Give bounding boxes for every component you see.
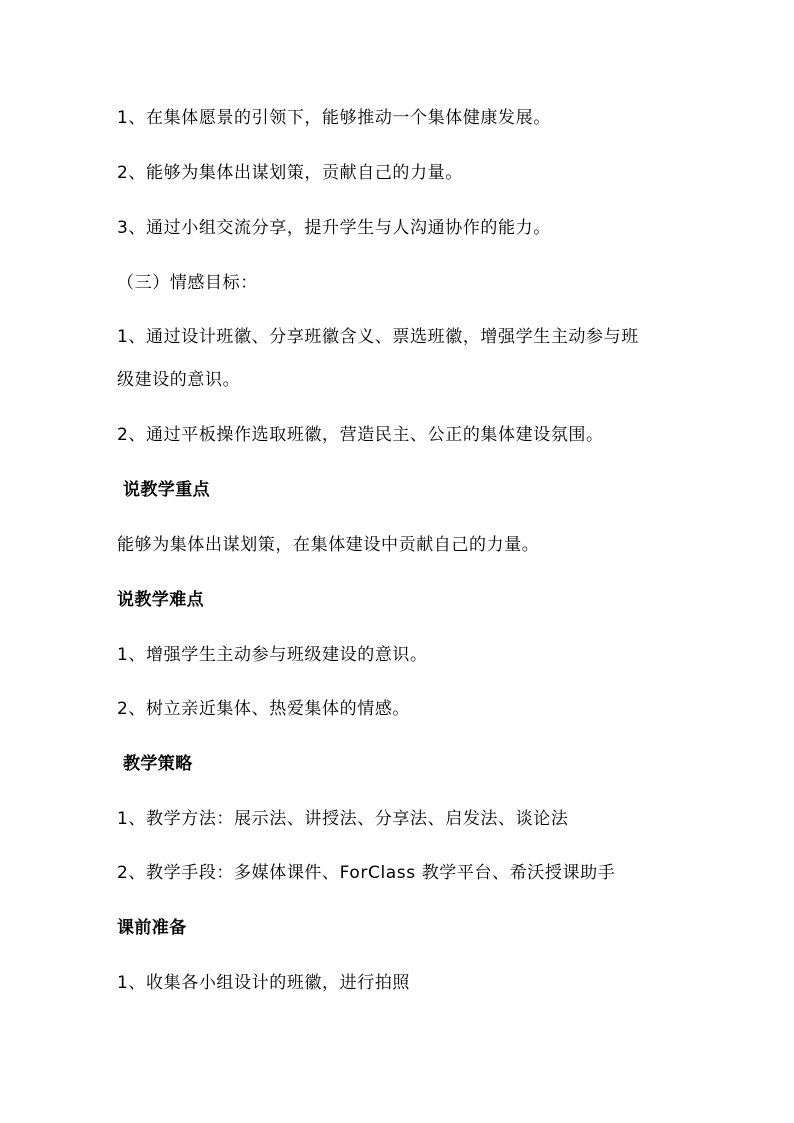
emotion-goal-line-1b: 级建设的意识。 xyxy=(117,370,241,390)
section-heading-key-points: 说教学重点 xyxy=(123,480,210,500)
objective-line-1: 1、在集体愿景的引领下，能够推动一个集体健康发展。 xyxy=(117,108,551,128)
objective-line-3: 3、通过小组交流分享，提升学生与人沟通协作的能力。 xyxy=(117,218,551,238)
objective-line-2: 2、能够为集体出谋划策，贡献自己的力量。 xyxy=(117,163,463,183)
emotion-goal-line-2: 2、通过平板操作选取班徽，营造民主、公正的集体建设氛围。 xyxy=(117,425,604,445)
section-heading-preparation: 课前准备 xyxy=(117,918,187,938)
difficulty-line-1: 1、增强学生主动参与班级建设的意识。 xyxy=(117,645,428,665)
section-heading-difficulties: 说教学难点 xyxy=(117,590,204,610)
key-point-line: 能够为集体出谋划策，在集体建设中贡献自己的力量。 xyxy=(117,535,540,555)
difficulty-line-2: 2、树立亲近集体、热爱集体的情感。 xyxy=(117,699,411,719)
strategy-line-2: 2、教学手段：多媒体课件、ForClass 教学平台、希沃授课助手 xyxy=(117,863,616,883)
emotion-goal-line-1a: 1、通过设计班徽、分享班徽含义、票选班徽，增强学生主动参与班 xyxy=(117,327,639,347)
preparation-line-1: 1、收集各小组设计的班徽，进行拍照 xyxy=(117,973,411,993)
emotion-goal-heading: （三）情感目标： xyxy=(117,273,258,293)
strategy-line-1: 1、教学方法：展示法、讲授法、分享法、启发法、谈论法 xyxy=(117,809,569,829)
section-heading-strategy: 教学策略 xyxy=(123,754,193,774)
